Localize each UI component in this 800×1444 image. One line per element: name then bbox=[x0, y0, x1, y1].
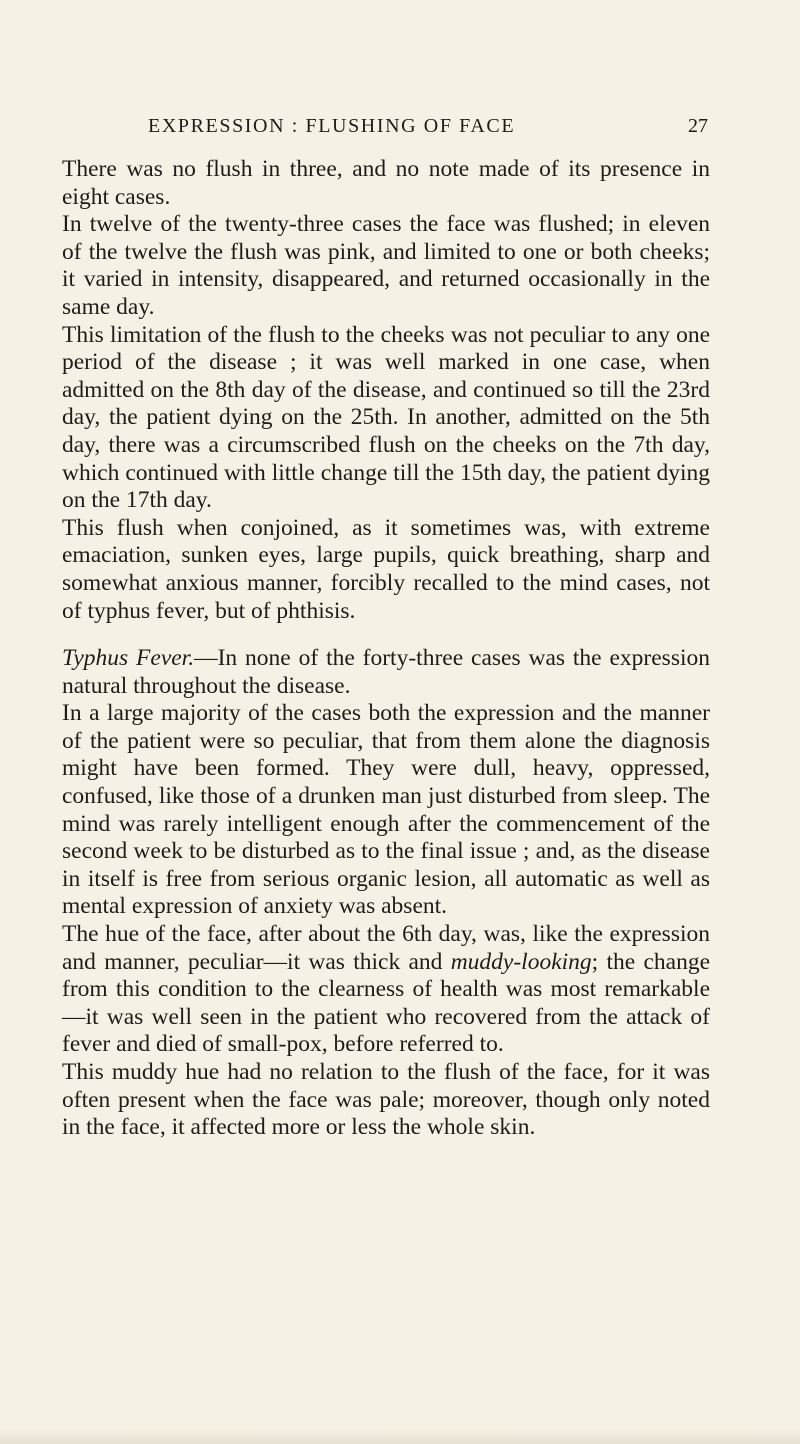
page-number: 27 bbox=[688, 115, 708, 137]
page-bottom-edge bbox=[0, 1428, 800, 1444]
paragraph-5-text: —In none of the forty-three cases was the expression natural throughout the disease. bbox=[62, 645, 710, 699]
running-title: EXPRESSION : FLUSHING OF FACE bbox=[148, 115, 516, 137]
running-head bbox=[148, 114, 708, 138]
paragraph-5 bbox=[62, 645, 710, 700]
paragraph-7 bbox=[62, 921, 710, 1059]
paragraph-2: In twelve of the twenty-three cases the face was flushed; in eleven of the twelve the flush was pink, and limited to one or both cheeks; it varied in intensity, disappeared, and returned occasionally in the same day. bbox=[62, 211, 710, 320]
paragraph-8: This muddy hue had no relation to the flush of the face, for it was often present when the face was pale; moreover, though only noted in the face, it affected more or less the whole skin. bbox=[62, 1059, 710, 1141]
body-text bbox=[62, 156, 710, 1142]
paragraph-7-text-after: ; the change from this condition to the clearness of health was most remarkable—it was well seen in the patient who recovered from the attack of fever and died of small-pox, before referred to. bbox=[62, 948, 711, 1058]
paragraph-7-italic-word: muddy-looking bbox=[450, 948, 592, 975]
section-heading-typhus-fever: Typhus Fever. bbox=[62, 645, 195, 672]
paragraph-1: There was no flush in three, and no note made of its presence in eight cases. bbox=[62, 156, 710, 210]
paragraph-6: In a large majority of the cases both the expression and the manner of the patient were so peculiar, that from them alone the diagnosis might have been formed. They were dull, heavy, oppressed, confused, like those of a drunken man just disturbed from sleep. The mind was rarely intelligent enough after the commencement of the second week to be disturbed as to the final issue ; and, as the disease in itself is free from serious organic lesion, all automatic as well as mental expression of anxiety was absent. bbox=[62, 700, 710, 920]
paragraph-3: This limitation of the flush to the cheeks was not peculiar to any one period of the disease ; it was well marked in one case, when admitted on the 8th day of the disease, and continued so till the 23rd day, the patient dying on the 25th. In another, admitted on the 5th day, there was a circumscribed flush on the cheeks on the 7th day, which continued with little change till the 15th day, the patient dying on the 17th day. bbox=[62, 321, 710, 514]
paragraph-7-text-before: The hue of the face, after about the 6th day, was, like the expression and manner, peculiar—it was thick and bbox=[62, 921, 710, 975]
paragraph-4: This flush when conjoined, as it sometimes was, with extreme emaciation, sunken eyes, large pupils, quick breathing, sharp and somewhat anxious manner, forcibly recalled to the mind cases, not of typhus fever, but of phthisis. bbox=[62, 514, 710, 624]
